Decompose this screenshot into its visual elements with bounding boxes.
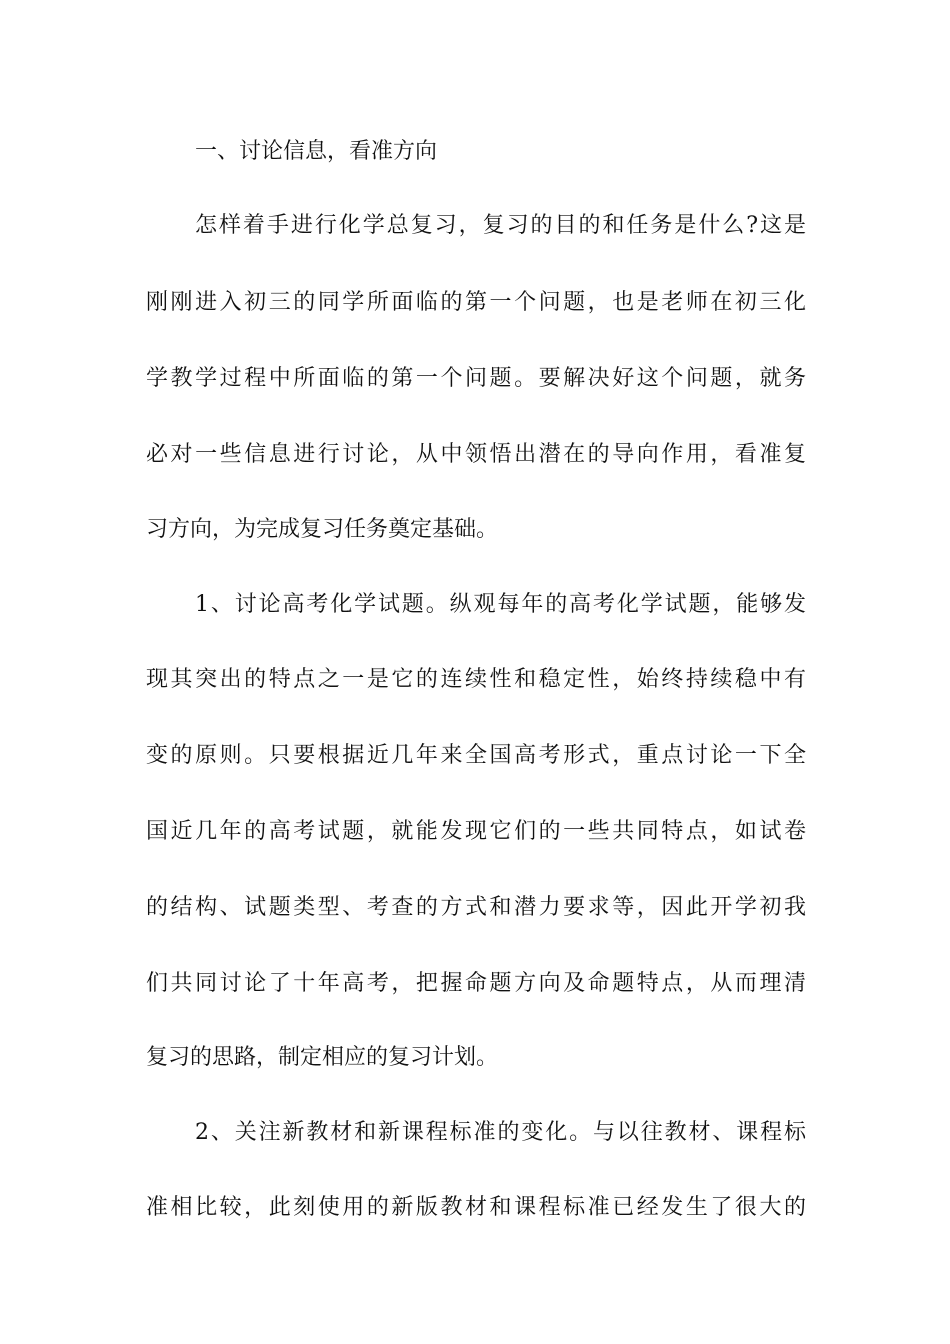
paragraph-line: 准相比较，此刻使用的新版教材和课程标准已经发生了很大的 (146, 1195, 806, 1220)
paragraph-line: 2、关注新教材和新课程标准的变化。与以往教材、课程标 (195, 1120, 806, 1145)
paragraph-line: 学教学过程中所面临的第一个问题。要解决好这个问题，就务 (146, 366, 806, 391)
paragraph-line: 的结构、试题类型、考查的方式和潜力要求等，因此开学初我 (146, 895, 806, 920)
paragraph-line: 刚刚进入初三的同学所面临的第一个问题，也是老师在初三化 (146, 290, 806, 315)
section-heading: 一、讨论信息，看准方向 (195, 139, 438, 164)
paragraph-line: 1、讨论高考化学试题。纵观每年的高考化学试题，能够发 (195, 592, 806, 617)
paragraph-line: 变的原则。只要根据近几年来全国高考形式，重点讨论一下全 (146, 743, 806, 768)
paragraph-line: 国近几年的高考试题，就能发现它们的一些共同特点，如试卷 (146, 819, 806, 844)
paragraph-line: 复习的思路，制定相应的复习计划。 (146, 1045, 499, 1070)
paragraph-line: 必对一些信息进行讨论，从中领悟出潜在的导向作用，看准复 (146, 442, 806, 467)
paragraph-line: 们共同讨论了十年高考，把握命题方向及命题特点，从而理清 (146, 971, 806, 996)
paragraph-line: 怎样着手进行化学总复习，复习的目的和任务是什么?这是 (195, 213, 806, 238)
paragraph-line: 现其突出的特点之一是它的连续性和稳定性，始终持续稳中有 (146, 667, 806, 692)
paragraph-line: 习方向，为完成复习任务奠定基础。 (146, 517, 499, 542)
